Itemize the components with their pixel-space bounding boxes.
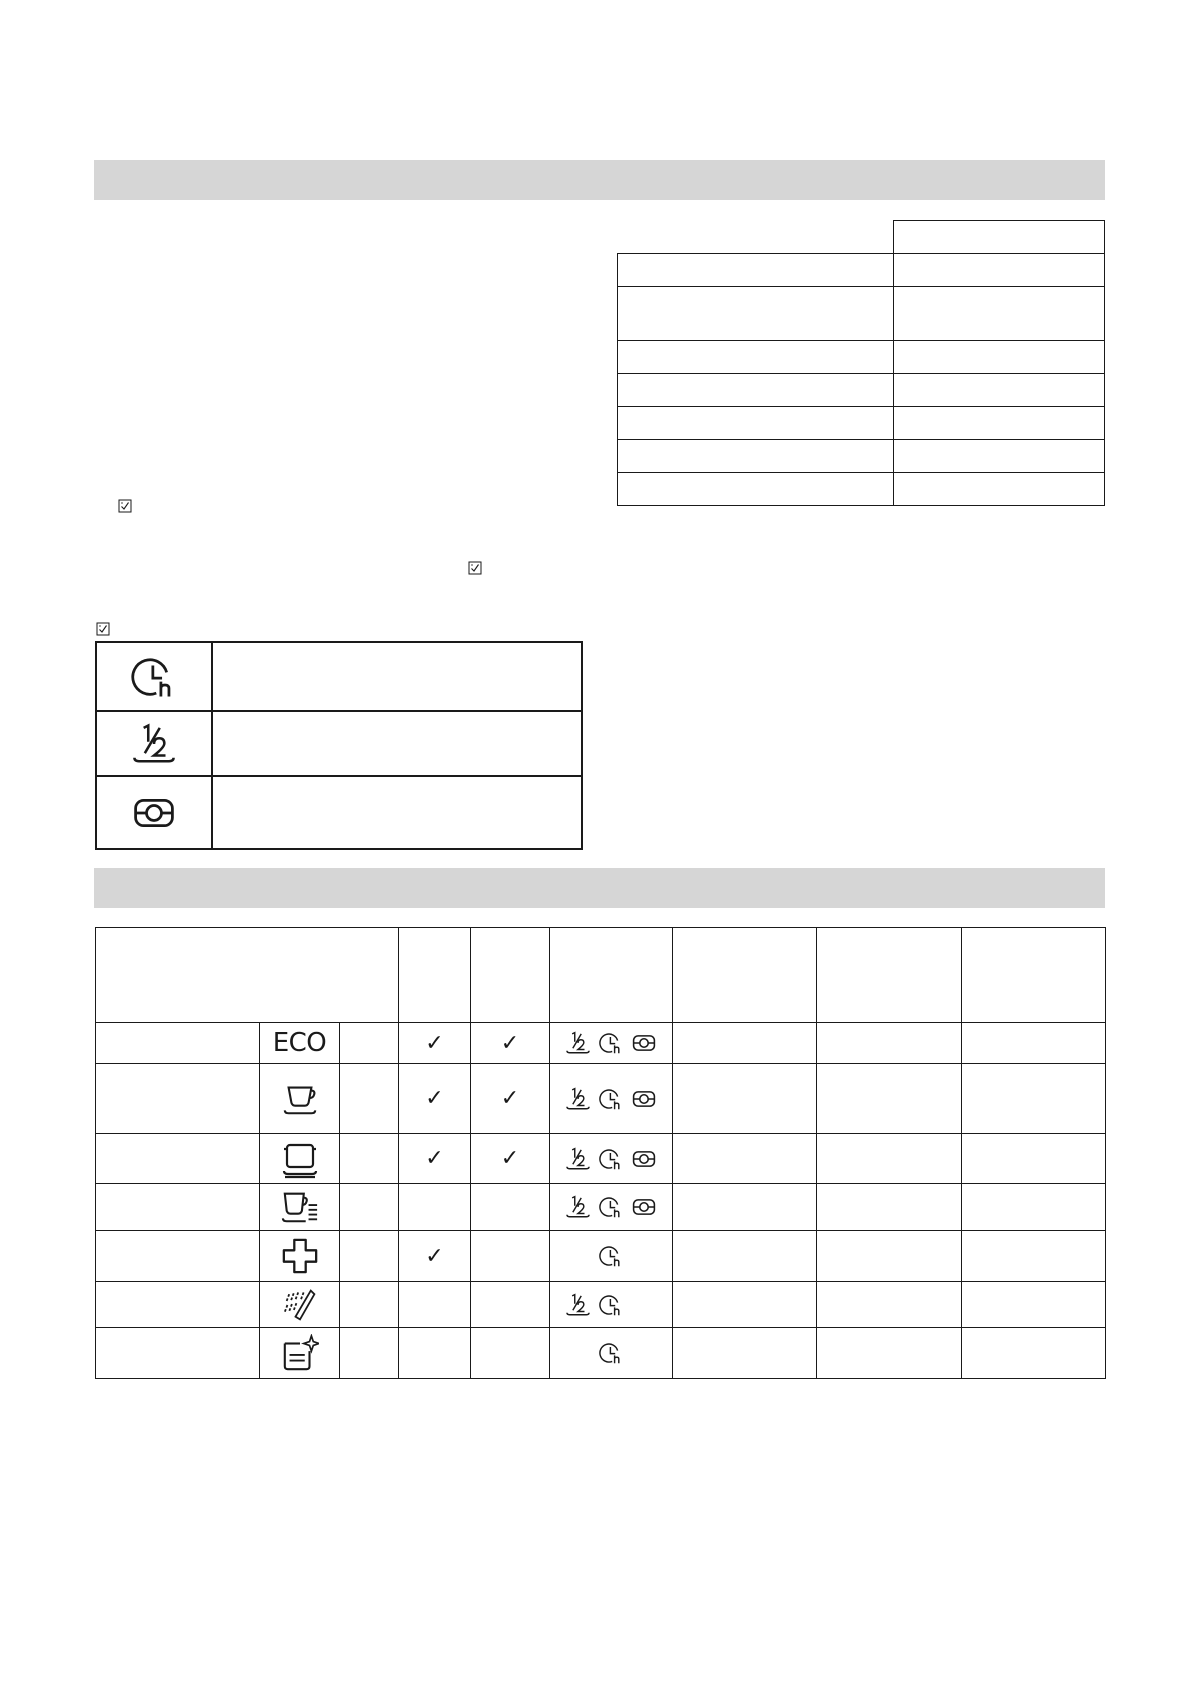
check-mark: ✓ (425, 1030, 444, 1056)
data-cell (962, 1328, 1106, 1379)
legend-row (96, 642, 582, 711)
legend-row (96, 776, 582, 849)
check-cell (471, 1282, 550, 1328)
programme-table (95, 927, 1106, 1379)
programme-name-cell (96, 1231, 260, 1282)
header-cell (673, 928, 817, 1023)
legend-text-cell (212, 776, 582, 849)
spec-cell (618, 407, 894, 440)
quick-cup-icon (281, 1188, 319, 1226)
data-cell (962, 1282, 1106, 1328)
data-cell (673, 1023, 817, 1064)
table-row (96, 1282, 1106, 1328)
table-row (96, 1023, 1106, 1064)
programme-name-cell (96, 1328, 260, 1379)
extra-dry-icon (131, 790, 177, 836)
table-row (96, 1134, 1106, 1184)
data-cell (962, 1184, 1106, 1231)
machine-clean-icon (281, 1334, 319, 1372)
check-cell (399, 1328, 471, 1379)
cup-saucer-icon (281, 1080, 319, 1118)
header-cell (817, 928, 962, 1023)
header-cell (471, 928, 550, 1023)
extra-dry-icon (631, 1086, 657, 1112)
spec-cell (894, 254, 1105, 287)
half-load-icon (565, 1030, 591, 1056)
half-load-icon (565, 1292, 591, 1318)
data-cell (817, 1064, 962, 1134)
eco-label: ECO (272, 1028, 327, 1058)
extra-dry-icon (631, 1030, 657, 1056)
delay-start-icon (599, 1195, 623, 1219)
check-mark: ✓ (425, 1086, 444, 1111)
table-row (96, 1328, 1106, 1379)
programme-symbol-cell (260, 1328, 340, 1379)
options-cell (550, 1184, 673, 1231)
spec-cell (894, 473, 1105, 506)
check-cell (399, 1282, 471, 1328)
options-cell (550, 1328, 673, 1379)
programme-symbol-cell (260, 1231, 340, 1282)
options-cell (550, 1282, 673, 1328)
header-cell (550, 928, 673, 1023)
data-cell (673, 1328, 817, 1379)
programme-name-cell (96, 1064, 260, 1134)
half-load-icon (565, 1146, 591, 1172)
spec-header-cell (894, 221, 1105, 254)
half-load-icon (131, 721, 177, 767)
header-cell (96, 928, 399, 1023)
spec-cell (618, 254, 894, 287)
check-cell (399, 1231, 471, 1282)
spec-cell (618, 341, 894, 374)
data-cell (673, 1184, 817, 1231)
programme-symbol-cell (260, 1023, 340, 1064)
programme-name-cell (96, 1184, 260, 1231)
programme-symbol-cell (260, 1282, 340, 1328)
delay-start-icon (131, 654, 177, 700)
check-cell (471, 1064, 550, 1134)
programme-empty-cell (340, 1023, 399, 1064)
pot-icon (280, 1139, 320, 1179)
delay-start-icon (599, 1244, 623, 1268)
data-cell (673, 1231, 817, 1282)
options-cell (550, 1023, 673, 1064)
check-cell (399, 1184, 471, 1231)
table-row (96, 1184, 1106, 1231)
check-cell (471, 1231, 550, 1282)
check-cell (471, 1023, 550, 1064)
data-cell (817, 1282, 962, 1328)
hygiene-cross-icon (281, 1237, 319, 1275)
programme-empty-cell (340, 1184, 399, 1231)
check-cell (399, 1023, 471, 1064)
delay-start-icon (599, 1031, 623, 1055)
check-mark: ✓ (425, 1146, 444, 1171)
programme-empty-cell (340, 1064, 399, 1134)
header-cell (399, 928, 471, 1023)
programme-empty-cell (340, 1231, 399, 1282)
check-cell (399, 1064, 471, 1134)
extra-dry-icon (631, 1194, 657, 1220)
check-cell (471, 1328, 550, 1379)
programme-empty-cell (340, 1328, 399, 1379)
options-cell (550, 1134, 673, 1184)
programme-symbol-cell (260, 1064, 340, 1134)
extra-dry-icon (631, 1146, 657, 1172)
spec-table (617, 220, 1105, 506)
spec-cell (894, 374, 1105, 407)
spec-cell (618, 287, 894, 341)
legend-text-cell (212, 711, 582, 776)
check-mark: ✓ (425, 1243, 444, 1269)
data-cell (817, 1134, 962, 1184)
data-cell (962, 1231, 1106, 1282)
data-cell (962, 1134, 1106, 1184)
data-cell (673, 1134, 817, 1184)
delay-start-icon (599, 1293, 623, 1317)
legend-icon-cell (96, 776, 212, 849)
legend-icon-cell (96, 711, 212, 776)
programme-symbol-cell (260, 1184, 340, 1231)
check-mark: ✓ (500, 1086, 520, 1111)
programme-name-cell (96, 1134, 260, 1184)
legend-row (96, 711, 582, 776)
legend-icon-cell (96, 642, 212, 711)
spec-cell (894, 407, 1105, 440)
data-cell (817, 1231, 962, 1282)
checkbox-icon (468, 561, 482, 575)
data-cell (962, 1064, 1106, 1134)
programme-empty-cell (340, 1282, 399, 1328)
header-cell (962, 928, 1106, 1023)
spec-cell (894, 287, 1105, 341)
half-load-icon (565, 1194, 591, 1220)
data-cell (817, 1328, 962, 1379)
check-cell (399, 1134, 471, 1184)
option-legend-table (95, 641, 583, 850)
table-row (96, 1064, 1106, 1134)
checkbox-icon (118, 499, 132, 513)
delay-start-icon (599, 1341, 623, 1365)
checkbox-icon (96, 622, 110, 636)
spec-cell (618, 374, 894, 407)
check-mark: ✓ (500, 1146, 520, 1171)
data-cell (673, 1064, 817, 1134)
check-cell (471, 1184, 550, 1231)
programme-empty-cell (340, 1134, 399, 1184)
legend-text-cell (212, 642, 582, 711)
check-mark: ✓ (500, 1030, 520, 1056)
delay-start-icon (599, 1147, 623, 1171)
spec-cell (618, 440, 894, 473)
section-header-band (94, 868, 1105, 908)
data-cell (673, 1282, 817, 1328)
data-cell (962, 1023, 1106, 1064)
programme-name-cell (96, 1282, 260, 1328)
options-cell (550, 1231, 673, 1282)
spec-cell (618, 473, 894, 506)
options-cell (550, 1064, 673, 1134)
spec-cell (894, 341, 1105, 374)
programme-symbol-cell (260, 1134, 340, 1184)
data-cell (817, 1184, 962, 1231)
section-header-band (94, 160, 1105, 200)
check-cell (471, 1134, 550, 1184)
half-load-icon (565, 1086, 591, 1112)
programme-header-row (96, 928, 1106, 1023)
programme-name-cell (96, 1023, 260, 1064)
spec-cell (894, 440, 1105, 473)
delay-start-icon (599, 1087, 623, 1111)
data-cell (817, 1023, 962, 1064)
table-row (96, 1231, 1106, 1282)
rinse-spray-icon (282, 1287, 318, 1323)
spec-corner (618, 221, 894, 254)
